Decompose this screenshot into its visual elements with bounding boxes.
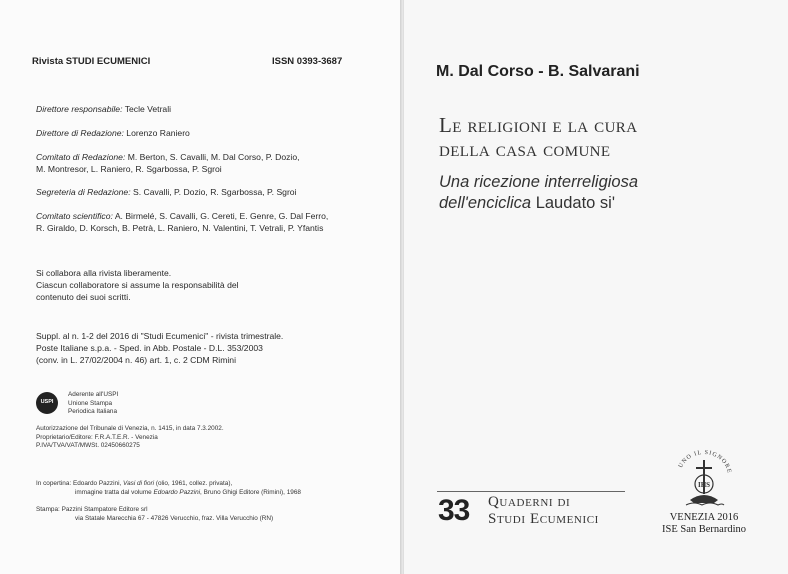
scientific-label: Comitato scientifico: (36, 211, 113, 221)
secretariat-line (36, 186, 297, 198)
collab-line: contenuto dei suoi scritti. (36, 292, 131, 303)
cover-text: immagine tratta dal volume (75, 488, 154, 496)
uspi-line: Unione Stampa (68, 399, 113, 407)
director-name: Tecle Vetrali (122, 104, 172, 114)
director-line (36, 103, 171, 115)
legal-info (36, 425, 224, 451)
subtitle-italic: dell'enciclica (439, 194, 532, 212)
director-label: Direttore responsabile: (36, 104, 123, 114)
scientific-line1: A. Birmelé, S. Cavalli, G. Cereti, E. Genre, G. Dal Ferro, (112, 211, 329, 221)
title-line-1: Le religioni e la cura (439, 113, 638, 137)
cross-emblem-icon (672, 450, 736, 508)
print-line: Stampa: Pazzini Stampatore Editore srl (36, 506, 148, 513)
authors: M. Dal Corso - B. Salvarani (436, 63, 640, 80)
book-title (439, 113, 637, 161)
supplement-note (36, 330, 283, 367)
series-name (488, 494, 599, 528)
series-number: 33 (438, 494, 470, 527)
issn: ISSN 0393-3687 (272, 56, 343, 67)
legal-line: Autorizzazione del Tribunale di Venezia, n. 1415, in data 7.3.2002. (36, 425, 224, 432)
publisher-emblem (672, 450, 736, 508)
scientific-block (36, 210, 328, 234)
publisher-city-year: VENEZIA 2016 (669, 512, 739, 523)
emblem-monogram: IHS (697, 481, 711, 489)
subtitle-line-1: Una ricezione interreligiosa (439, 173, 639, 191)
series-line-2: Studi Ecumenici (488, 511, 599, 527)
committee-label: Comitato di Redazione: (36, 152, 126, 162)
suppl-line: Suppl. al n. 1-2 del 2016 di "Studi Ecumenici" - rivista trimestrale. (36, 331, 284, 341)
committee-line2: M. Montresor, L. Raniero, R. Sgarbossa, P. Sgroi (36, 164, 222, 175)
print-info (36, 506, 273, 523)
cover-text: Edoardo Pazzini (153, 488, 201, 496)
collab-line: Si collabora alla rivista liberamente. (36, 268, 172, 278)
book-subtitle (439, 172, 638, 214)
uspi-logo (36, 392, 58, 414)
collaboration-note (36, 267, 239, 304)
cover-text: (olio, 1961, collez. privata), (154, 480, 233, 487)
suppl-line: Poste Italiane s.p.a. - Sped. in Abb. Postale - D.L. 353/2003 (36, 343, 263, 354)
cover-credit (36, 480, 301, 497)
editor-label: Direttore di Redazione: (36, 128, 124, 138)
legal-line: P.IVA/TVA/VAT/MWSt. 02450660275 (36, 442, 140, 450)
editor-line (36, 127, 190, 139)
suppl-line: (conv. in L. 27/02/2004 n. 46) art. 1, c. 2 CDM Rimini (36, 355, 236, 366)
publisher-info (634, 512, 774, 536)
subtitle-rest: Laudato si' (531, 194, 616, 212)
secretariat-names: S. Cavalli, P. Dozio, R. Sgarbossa, P. Sgroi (130, 187, 297, 197)
uspi-line: Aderente all'USPI (68, 391, 119, 398)
title-line-2: della casa comune (439, 137, 611, 161)
print-line: via Statale Marecchia 67 - 47826 Verucchio, fraz. Villa Verucchio (RN) (75, 514, 274, 522)
uspi-text (68, 391, 118, 417)
committee-line1: M. Berton, S. Cavalli, M. Dal Corso, P. Dozio, (125, 152, 300, 162)
committee-block (36, 151, 300, 175)
scientific-line2: R. Giraldo, D. Korsch, B. Petrà, L. Raniero, N. Valentini, T. Vetrali, P. Yfantis (36, 223, 324, 234)
editor-name: Lorenzo Raniero (123, 128, 190, 138)
uspi-line: Periodica Italiana (68, 408, 118, 416)
journal-name: Rivista STUDI ECUMENICI (32, 56, 151, 67)
cover-text: In copertina: Edoardo Pazzini, (36, 480, 124, 487)
collab-line: Ciascun collaboratore si assume la responsabilità del (36, 280, 239, 291)
cover-text: , Bruno Ghigi Editore (Rimini), 1968 (200, 488, 301, 496)
legal-line: Proprietario/Editore: F.R.A.T.E.R. - Venezia (36, 433, 158, 441)
series-rule (437, 491, 625, 492)
secretariat-label: Segreteria di Redazione: (36, 187, 131, 197)
cover-text: Vasi di fiori (123, 480, 155, 487)
publisher-name: ISE San Bernardino (662, 524, 746, 535)
uspi-logo-text: USPI (40, 399, 54, 405)
emblem-arc-text: UNO IL SIGNORE (677, 450, 732, 475)
series-line-1: Quaderni di (488, 494, 571, 510)
